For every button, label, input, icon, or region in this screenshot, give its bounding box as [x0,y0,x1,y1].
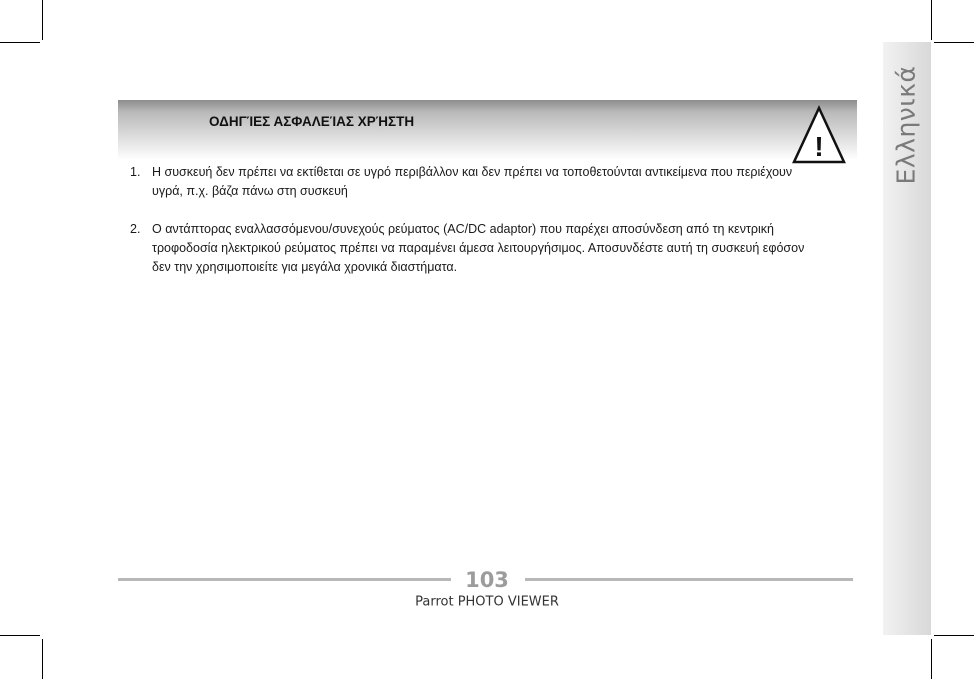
crop-mark-bottom-left-h [0,635,40,636]
footer-rule-left [118,578,451,581]
section-title: ΟΔΗΓΊΕΣ ΑΣΦΑΛΕΊΑΣ ΧΡΉΣΤΗ [209,114,415,129]
instruction-number: 2. [130,222,141,236]
crop-mark-bottom-right-v [931,639,932,679]
crop-mark-bottom-left-v [42,639,43,679]
language-tab-label: Ελληνικά [891,65,921,185]
safety-instructions-list [118,163,808,296]
crop-mark-top-right-h [934,42,974,43]
page-number: 103 [465,568,509,592]
instruction-number: 1. [130,165,141,179]
footer-rule-right [525,578,853,581]
instruction-text: Ο αντάπτορας εναλλασσόμενου/συνεχούς ρεύματος (AC/DC adaptor) που παρέχει αποσύνδεση από τη κεντρική τροφοδοσία ηλεκτρικού ρεύματος πρέπει να παραμένει άμεσα λειτουργήσιμος. Αποσυνδέστε αυτή τη συσκευή εφόσον δεν την χρησιμοποιείτε για μεγάλα χρονικά διαστήματα. [152,222,805,274]
section-header-band [118,100,857,160]
crop-mark-bottom-right-h [934,635,974,636]
crop-mark-top-left-h [0,42,40,43]
instruction-item [118,220,808,277]
warning-exclamation: ! [814,131,824,162]
instruction-item [118,163,808,201]
instruction-text: Η συσκευή δεν πρέπει να εκτίθεται σε υγρό περιβάλλον και δεν πρέπει να τοποθετούνται αντικείμενα που περιέχουν υγρά, π.χ. βάζα πάνω στη συσκευή [152,165,793,198]
crop-mark-top-left-v [42,0,43,40]
footer-product-name: Parrot PHOTO VIEWER [415,594,559,610]
crop-mark-top-right-v [931,0,932,40]
warning-triangle-icon [791,104,847,164]
